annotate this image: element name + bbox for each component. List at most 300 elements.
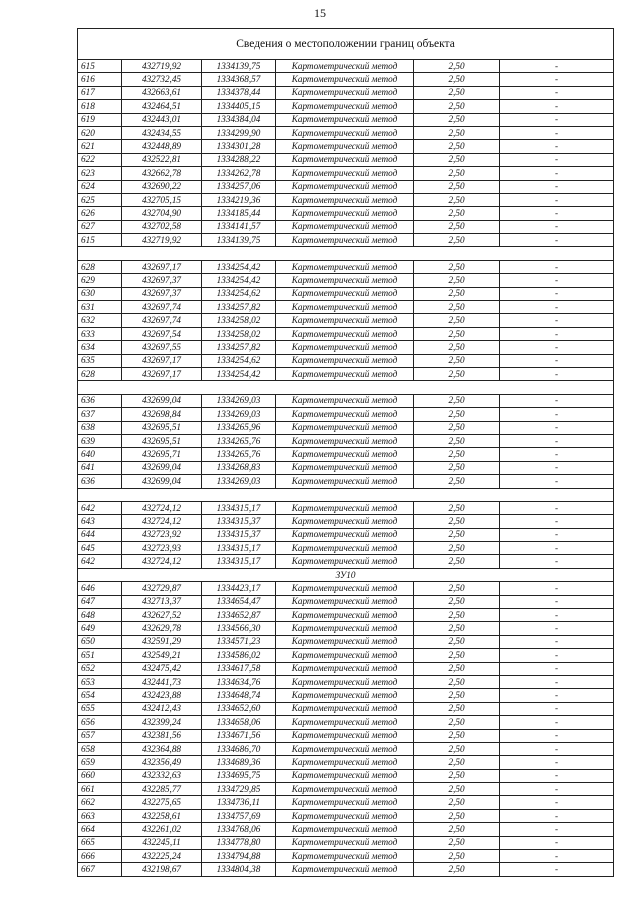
accuracy-cell: 2,50	[414, 367, 500, 380]
description-cell: -	[500, 609, 614, 622]
description-cell: -	[500, 796, 614, 809]
description-cell: -	[500, 341, 614, 354]
description-cell: -	[500, 193, 614, 206]
accuracy-cell: 2,50	[414, 783, 500, 796]
table-row	[78, 260, 614, 273]
method-cell: Картометрический метод	[276, 635, 414, 648]
table-row	[78, 501, 614, 514]
table-row	[78, 153, 614, 166]
description-cell: -	[500, 662, 614, 675]
point-number-cell: 641	[78, 461, 122, 474]
accuracy-cell: 2,50	[414, 73, 500, 86]
table-row	[78, 528, 614, 541]
accuracy-cell: 2,50	[414, 528, 500, 541]
accuracy-cell: 2,50	[414, 836, 500, 849]
description-cell: -	[500, 702, 614, 715]
table-row	[78, 555, 614, 568]
page-number: 15	[314, 6, 326, 20]
point-number-cell: 661	[78, 783, 122, 796]
description-cell: -	[500, 515, 614, 528]
x-coordinate-cell: 432198,67	[122, 863, 202, 876]
y-coordinate-cell: 1334794,88	[202, 850, 276, 863]
accuracy-cell: 2,50	[414, 823, 500, 836]
y-coordinate-cell: 1334315,17	[202, 555, 276, 568]
accuracy-cell: 2,50	[414, 702, 500, 715]
table-row	[78, 662, 614, 675]
point-number-cell: 635	[78, 354, 122, 367]
accuracy-cell: 2,50	[414, 354, 500, 367]
method-cell: Картометрический метод	[276, 60, 414, 73]
method-cell: Картометрический метод	[276, 716, 414, 729]
method-cell: Картометрический метод	[276, 582, 414, 595]
point-number-cell: 631	[78, 301, 122, 314]
method-cell: Картометрический метод	[276, 622, 414, 635]
table-row	[78, 823, 614, 836]
x-coordinate-cell: 432434,55	[122, 126, 202, 139]
x-coordinate-cell: 432663,61	[122, 86, 202, 99]
x-coordinate-cell: 432662,78	[122, 167, 202, 180]
description-cell: -	[500, 555, 614, 568]
method-cell: Картометрический метод	[276, 769, 414, 782]
y-coordinate-cell: 1334648,74	[202, 689, 276, 702]
table-row	[78, 327, 614, 340]
y-coordinate-cell: 1334315,37	[202, 528, 276, 541]
x-coordinate-cell: 432724,12	[122, 555, 202, 568]
x-coordinate-cell: 432697,17	[122, 354, 202, 367]
point-number-cell: 649	[78, 622, 122, 635]
point-number-cell: 636	[78, 475, 122, 488]
y-coordinate-cell: 1334141,57	[202, 220, 276, 233]
point-number-cell: 655	[78, 702, 122, 715]
accuracy-cell: 2,50	[414, 756, 500, 769]
x-coordinate-cell: 432724,12	[122, 515, 202, 528]
y-coordinate-cell: 1334671,56	[202, 729, 276, 742]
description-cell: -	[500, 689, 614, 702]
description-cell: -	[500, 716, 614, 729]
table-row	[78, 582, 614, 595]
accuracy-cell: 2,50	[414, 167, 500, 180]
x-coordinate-cell: 432549,21	[122, 649, 202, 662]
accuracy-cell: 2,50	[414, 327, 500, 340]
method-cell: Картометрический метод	[276, 796, 414, 809]
accuracy-cell: 2,50	[414, 595, 500, 608]
accuracy-cell: 2,50	[414, 140, 500, 153]
x-coordinate-cell: 432697,37	[122, 287, 202, 300]
description-cell: -	[500, 635, 614, 648]
x-coordinate-cell: 432412,43	[122, 702, 202, 715]
method-cell: Картометрический метод	[276, 341, 414, 354]
point-number-cell: 623	[78, 167, 122, 180]
method-cell: Картометрический метод	[276, 475, 414, 488]
x-coordinate-cell: 432704,90	[122, 207, 202, 220]
y-coordinate-cell: 1334254,62	[202, 354, 276, 367]
accuracy-cell: 2,50	[414, 434, 500, 447]
accuracy-cell: 2,50	[414, 234, 500, 247]
x-coordinate-cell: 432699,04	[122, 475, 202, 488]
method-cell: Картометрический метод	[276, 689, 414, 702]
method-cell: Картометрический метод	[276, 528, 414, 541]
point-number-cell: 662	[78, 796, 122, 809]
description-cell: -	[500, 140, 614, 153]
y-coordinate-cell: 1334185,44	[202, 207, 276, 220]
point-number-cell: 642	[78, 555, 122, 568]
accuracy-cell: 2,50	[414, 475, 500, 488]
y-coordinate-cell: 1334269,03	[202, 475, 276, 488]
point-number-cell: 621	[78, 140, 122, 153]
accuracy-cell: 2,50	[414, 448, 500, 461]
table-row	[78, 100, 614, 113]
point-number-cell: 664	[78, 823, 122, 836]
accuracy-cell: 2,50	[414, 207, 500, 220]
point-number-cell: 654	[78, 689, 122, 702]
method-cell: Картометрический метод	[276, 662, 414, 675]
x-coordinate-cell: 432695,51	[122, 434, 202, 447]
method-cell: Картометрический метод	[276, 287, 414, 300]
description-cell: -	[500, 86, 614, 99]
y-coordinate-cell: 1334269,03	[202, 394, 276, 407]
method-cell: Картометрический метод	[276, 434, 414, 447]
table-row	[78, 716, 614, 729]
table-row	[78, 622, 614, 635]
description-cell: -	[500, 769, 614, 782]
table-row	[78, 421, 614, 434]
point-number-cell: 663	[78, 809, 122, 822]
method-cell: Картометрический метод	[276, 850, 414, 863]
point-number-cell: 625	[78, 193, 122, 206]
table-row	[78, 394, 614, 407]
table-row	[78, 729, 614, 742]
y-coordinate-cell: 1334254,42	[202, 260, 276, 273]
table-row	[78, 341, 614, 354]
accuracy-cell: 2,50	[414, 501, 500, 514]
y-coordinate-cell: 1334689,36	[202, 756, 276, 769]
y-coordinate-cell: 1334315,37	[202, 515, 276, 528]
y-coordinate-cell: 1334571,23	[202, 635, 276, 648]
x-coordinate-cell: 432697,17	[122, 367, 202, 380]
accuracy-cell: 2,50	[414, 662, 500, 675]
accuracy-cell: 2,50	[414, 863, 500, 876]
description-cell: -	[500, 126, 614, 139]
method-cell: Картометрический метод	[276, 354, 414, 367]
method-cell: Картометрический метод	[276, 301, 414, 314]
y-coordinate-cell: 1334757,69	[202, 809, 276, 822]
accuracy-cell: 2,50	[414, 542, 500, 555]
y-coordinate-cell: 1334378,44	[202, 86, 276, 99]
method-cell: Картометрический метод	[276, 140, 414, 153]
description-cell: -	[500, 274, 614, 287]
point-number-cell: 634	[78, 341, 122, 354]
method-cell: Картометрический метод	[276, 180, 414, 193]
x-coordinate-cell: 432719,92	[122, 60, 202, 73]
point-number-cell: 616	[78, 73, 122, 86]
table-row	[78, 314, 614, 327]
y-coordinate-cell: 1334269,03	[202, 408, 276, 421]
accuracy-cell: 2,50	[414, 408, 500, 421]
separator-row	[78, 381, 614, 394]
x-coordinate-cell: 432705,15	[122, 193, 202, 206]
table-row	[78, 742, 614, 755]
y-coordinate-cell: 1334652,60	[202, 702, 276, 715]
description-cell: -	[500, 542, 614, 555]
x-coordinate-cell: 432699,04	[122, 461, 202, 474]
table-row	[78, 836, 614, 849]
table-row	[78, 193, 614, 206]
description-cell: -	[500, 167, 614, 180]
description-cell: -	[500, 394, 614, 407]
y-coordinate-cell: 1334695,75	[202, 769, 276, 782]
x-coordinate-cell: 432258,61	[122, 809, 202, 822]
description-cell: -	[500, 475, 614, 488]
description-cell: -	[500, 367, 614, 380]
y-coordinate-cell: 1334634,76	[202, 675, 276, 688]
x-coordinate-cell: 432695,71	[122, 448, 202, 461]
method-cell: Картометрический метод	[276, 260, 414, 273]
method-cell: Картометрический метод	[276, 809, 414, 822]
separator-cell	[78, 488, 614, 501]
table-row	[78, 702, 614, 715]
method-cell: Картометрический метод	[276, 126, 414, 139]
description-cell: -	[500, 100, 614, 113]
table-body	[78, 29, 614, 877]
method-cell: Картометрический метод	[276, 73, 414, 86]
description-cell: -	[500, 823, 614, 836]
section-label: ЗУ10	[78, 568, 614, 581]
point-number-cell: 615	[78, 234, 122, 247]
point-number-cell: 658	[78, 742, 122, 755]
y-coordinate-cell: 1334219,36	[202, 193, 276, 206]
y-coordinate-cell: 1334257,82	[202, 341, 276, 354]
x-coordinate-cell: 432627,52	[122, 609, 202, 622]
y-coordinate-cell: 1334729,85	[202, 783, 276, 796]
point-number-cell: 636	[78, 394, 122, 407]
method-cell: Картометрический метод	[276, 756, 414, 769]
accuracy-cell: 2,50	[414, 769, 500, 782]
table-row	[78, 809, 614, 822]
method-cell: Картометрический метод	[276, 274, 414, 287]
method-cell: Картометрический метод	[276, 327, 414, 340]
table-row	[78, 675, 614, 688]
point-number-cell: 653	[78, 675, 122, 688]
y-coordinate-cell: 1334139,75	[202, 234, 276, 247]
x-coordinate-cell: 432724,12	[122, 501, 202, 514]
table-row	[78, 234, 614, 247]
description-cell: -	[500, 622, 614, 635]
method-cell: Картометрический метод	[276, 367, 414, 380]
point-number-cell: 660	[78, 769, 122, 782]
y-coordinate-cell: 1334262,78	[202, 167, 276, 180]
y-coordinate-cell: 1334617,58	[202, 662, 276, 675]
x-coordinate-cell: 432356,49	[122, 756, 202, 769]
table-row	[78, 863, 614, 876]
method-cell: Картометрический метод	[276, 113, 414, 126]
description-cell: -	[500, 836, 614, 849]
y-coordinate-cell: 1334652,87	[202, 609, 276, 622]
y-coordinate-cell: 1334405,15	[202, 100, 276, 113]
method-cell: Картометрический метод	[276, 729, 414, 742]
description-cell: -	[500, 528, 614, 541]
description-cell: -	[500, 314, 614, 327]
y-coordinate-cell: 1334299,90	[202, 126, 276, 139]
point-number-cell: 628	[78, 367, 122, 380]
accuracy-cell: 2,50	[414, 113, 500, 126]
method-cell: Картометрический метод	[276, 702, 414, 715]
point-number-cell: 667	[78, 863, 122, 876]
description-cell: -	[500, 60, 614, 73]
description-cell: -	[500, 301, 614, 314]
table-row	[78, 207, 614, 220]
x-coordinate-cell: 432729,87	[122, 582, 202, 595]
table-row	[78, 60, 614, 73]
y-coordinate-cell: 1334257,82	[202, 301, 276, 314]
point-number-cell: 665	[78, 836, 122, 849]
x-coordinate-cell: 432275,65	[122, 796, 202, 809]
description-cell: -	[500, 220, 614, 233]
table-title: Сведения о местоположении границ объекта	[78, 29, 614, 60]
point-number-cell: 628	[78, 260, 122, 273]
description-cell: -	[500, 729, 614, 742]
method-cell: Картометрический метод	[276, 421, 414, 434]
table-row	[78, 367, 614, 380]
description-cell: -	[500, 234, 614, 247]
x-coordinate-cell: 432245,11	[122, 836, 202, 849]
point-number-cell: 647	[78, 595, 122, 608]
x-coordinate-cell: 432702,58	[122, 220, 202, 233]
table-row	[78, 595, 614, 608]
method-cell: Картометрический метод	[276, 461, 414, 474]
y-coordinate-cell: 1334586,02	[202, 649, 276, 662]
description-cell: -	[500, 408, 614, 421]
table-row	[78, 609, 614, 622]
table-row	[78, 756, 614, 769]
table-row	[78, 448, 614, 461]
separator-cell	[78, 247, 614, 260]
x-coordinate-cell: 432399,24	[122, 716, 202, 729]
table-row	[78, 461, 614, 474]
x-coordinate-cell: 432441,73	[122, 675, 202, 688]
point-number-cell: 644	[78, 528, 122, 541]
description-cell: -	[500, 180, 614, 193]
boundary-coordinates-table	[77, 28, 614, 877]
y-coordinate-cell: 1334139,75	[202, 60, 276, 73]
method-cell: Картометрический метод	[276, 783, 414, 796]
point-number-cell: 656	[78, 716, 122, 729]
accuracy-cell: 2,50	[414, 675, 500, 688]
method-cell: Картометрический метод	[276, 742, 414, 755]
description-cell: -	[500, 448, 614, 461]
method-cell: Картометрический метод	[276, 448, 414, 461]
x-coordinate-cell: 432732,45	[122, 73, 202, 86]
accuracy-cell: 2,50	[414, 287, 500, 300]
method-cell: Картометрический метод	[276, 153, 414, 166]
x-coordinate-cell: 432364,88	[122, 742, 202, 755]
table-row	[78, 635, 614, 648]
accuracy-cell: 2,50	[414, 635, 500, 648]
y-coordinate-cell: 1334423,17	[202, 582, 276, 595]
y-coordinate-cell: 1334315,17	[202, 542, 276, 555]
accuracy-cell: 2,50	[414, 716, 500, 729]
table-row	[78, 73, 614, 86]
point-number-cell: 630	[78, 287, 122, 300]
method-cell: Картометрический метод	[276, 394, 414, 407]
table-row	[78, 434, 614, 447]
accuracy-cell: 2,50	[414, 274, 500, 287]
table-row	[78, 301, 614, 314]
description-cell: -	[500, 501, 614, 514]
point-number-cell: 651	[78, 649, 122, 662]
accuracy-cell: 2,50	[414, 809, 500, 822]
method-cell: Картометрический метод	[276, 542, 414, 555]
description-cell: -	[500, 863, 614, 876]
x-coordinate-cell: 432690,22	[122, 180, 202, 193]
method-cell: Картометрический метод	[276, 193, 414, 206]
accuracy-cell: 2,50	[414, 314, 500, 327]
accuracy-cell: 2,50	[414, 582, 500, 595]
description-cell: -	[500, 756, 614, 769]
x-coordinate-cell: 432697,74	[122, 301, 202, 314]
accuracy-cell: 2,50	[414, 193, 500, 206]
table-row	[78, 408, 614, 421]
table-row	[78, 649, 614, 662]
table-row	[78, 274, 614, 287]
separator-row	[78, 488, 614, 501]
description-cell: -	[500, 153, 614, 166]
x-coordinate-cell: 432423,88	[122, 689, 202, 702]
x-coordinate-cell: 432697,37	[122, 274, 202, 287]
x-coordinate-cell: 432448,89	[122, 140, 202, 153]
point-number-cell: 622	[78, 153, 122, 166]
point-number-cell: 642	[78, 501, 122, 514]
y-coordinate-cell: 1334258,02	[202, 327, 276, 340]
point-number-cell: 619	[78, 113, 122, 126]
x-coordinate-cell: 432261,02	[122, 823, 202, 836]
point-number-cell: 643	[78, 515, 122, 528]
y-coordinate-cell: 1334654,47	[202, 595, 276, 608]
table-row	[78, 475, 614, 488]
y-coordinate-cell: 1334258,02	[202, 314, 276, 327]
y-coordinate-cell: 1334288,22	[202, 153, 276, 166]
y-coordinate-cell: 1334268,83	[202, 461, 276, 474]
x-coordinate-cell: 432475,42	[122, 662, 202, 675]
accuracy-cell: 2,50	[414, 742, 500, 755]
accuracy-cell: 2,50	[414, 153, 500, 166]
table-row	[78, 126, 614, 139]
x-coordinate-cell: 432698,84	[122, 408, 202, 421]
accuracy-cell: 2,50	[414, 729, 500, 742]
table-row	[78, 140, 614, 153]
accuracy-cell: 2,50	[414, 86, 500, 99]
point-number-cell: 646	[78, 582, 122, 595]
method-cell: Картометрический метод	[276, 863, 414, 876]
y-coordinate-cell: 1334254,42	[202, 367, 276, 380]
point-number-cell: 648	[78, 609, 122, 622]
method-cell: Картометрический метод	[276, 100, 414, 113]
x-coordinate-cell: 432464,51	[122, 100, 202, 113]
x-coordinate-cell: 432719,92	[122, 234, 202, 247]
method-cell: Картометрический метод	[276, 167, 414, 180]
point-number-cell: 645	[78, 542, 122, 555]
method-cell: Картометрический метод	[276, 207, 414, 220]
y-coordinate-cell: 1334768,06	[202, 823, 276, 836]
method-cell: Картометрический метод	[276, 220, 414, 233]
accuracy-cell: 2,50	[414, 421, 500, 434]
description-cell: -	[500, 287, 614, 300]
method-cell: Картометрический метод	[276, 823, 414, 836]
point-number-cell: 639	[78, 434, 122, 447]
method-cell: Картометрический метод	[276, 515, 414, 528]
method-cell: Картометрический метод	[276, 836, 414, 849]
method-cell: Картометрический метод	[276, 555, 414, 568]
point-number-cell: 632	[78, 314, 122, 327]
